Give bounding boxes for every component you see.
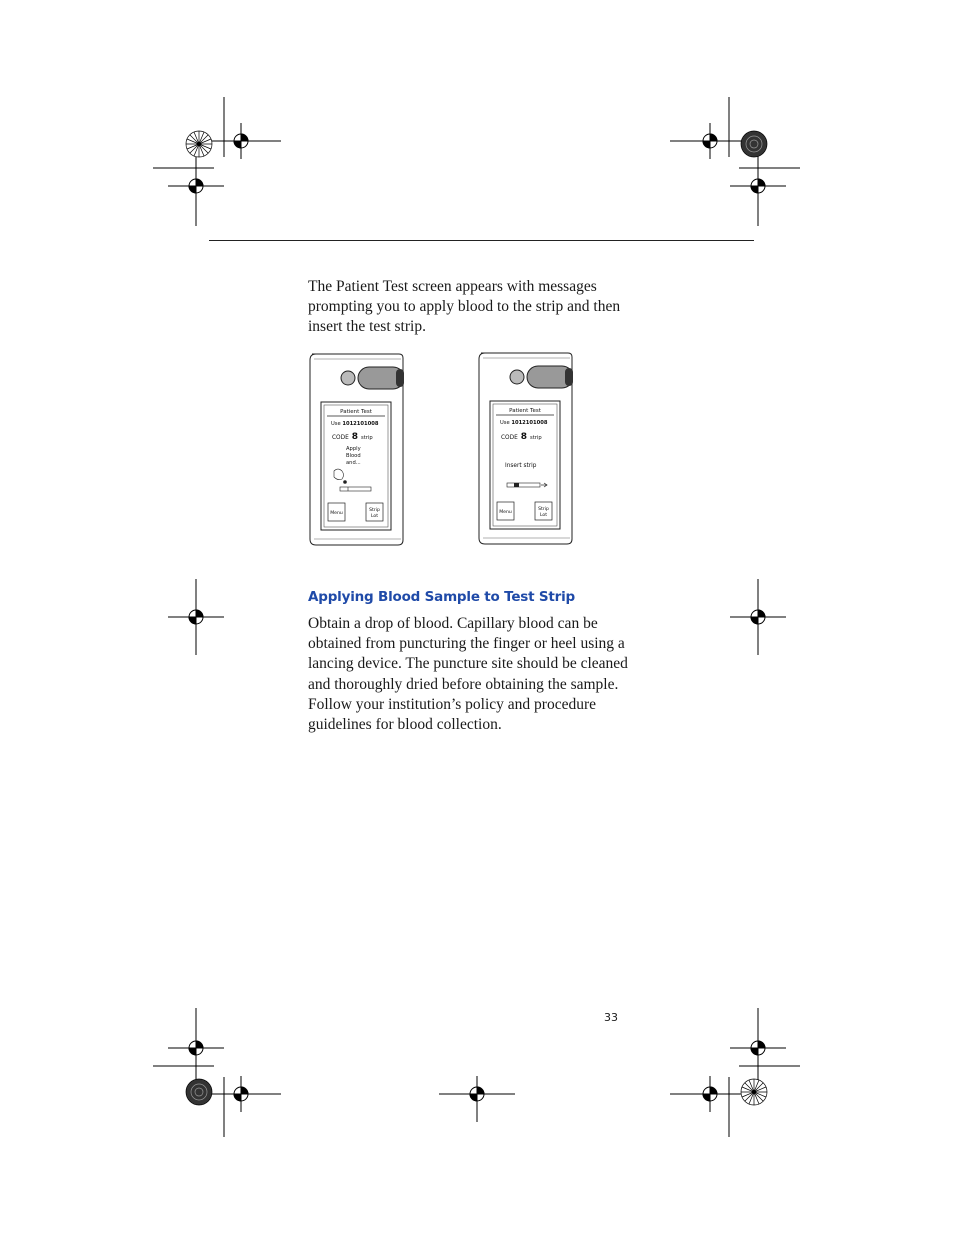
strip-lot-label-1: Strip: [369, 508, 380, 513]
use-line: Use 1012101008: [500, 420, 548, 426]
strip-lot-label-2: Lot: [539, 513, 548, 518]
screen-title: Patient Test: [509, 408, 541, 414]
message-line-2: Blood: [346, 453, 361, 459]
menu-button-label: Menu: [499, 510, 512, 515]
screen-title: Patient Test: [340, 409, 372, 415]
use-line: Use 1012101008: [331, 421, 379, 427]
intro-paragraph: The Patient Test screen appears with messages prompting you to apply blood to the strip and then insert the test strip.: [308, 278, 621, 336]
header-rule: [209, 240, 754, 241]
device-illustration-insert-strip: [477, 350, 573, 546]
menu-button-label: Menu: [330, 511, 343, 516]
test-strip-icon: [340, 487, 371, 491]
message-line: Insert strip: [505, 463, 537, 469]
code-line: CODE 8 strip: [501, 432, 542, 442]
page-number: 33: [604, 1011, 618, 1024]
body-paragraph: Obtain a drop of blood. Capillary blood can be obtained from puncturing the finger or heel using a lancing device. The puncture site should be cleaned and thoroughly dried before obtaining the sample. Follow your institution’s policy and procedure guidelines for blood collection.: [308, 615, 628, 734]
section-heading: Applying Blood Sample to Test Strip: [308, 589, 575, 605]
strip-lot-label-1: Strip: [538, 507, 549, 512]
code-line: CODE 8 strip: [332, 432, 373, 442]
device-illustration-apply-blood: [308, 351, 404, 547]
strip-lot-label-2: Lot: [370, 514, 379, 519]
message-line-3: and...: [346, 460, 361, 466]
message-line-1: Apply: [346, 446, 361, 452]
